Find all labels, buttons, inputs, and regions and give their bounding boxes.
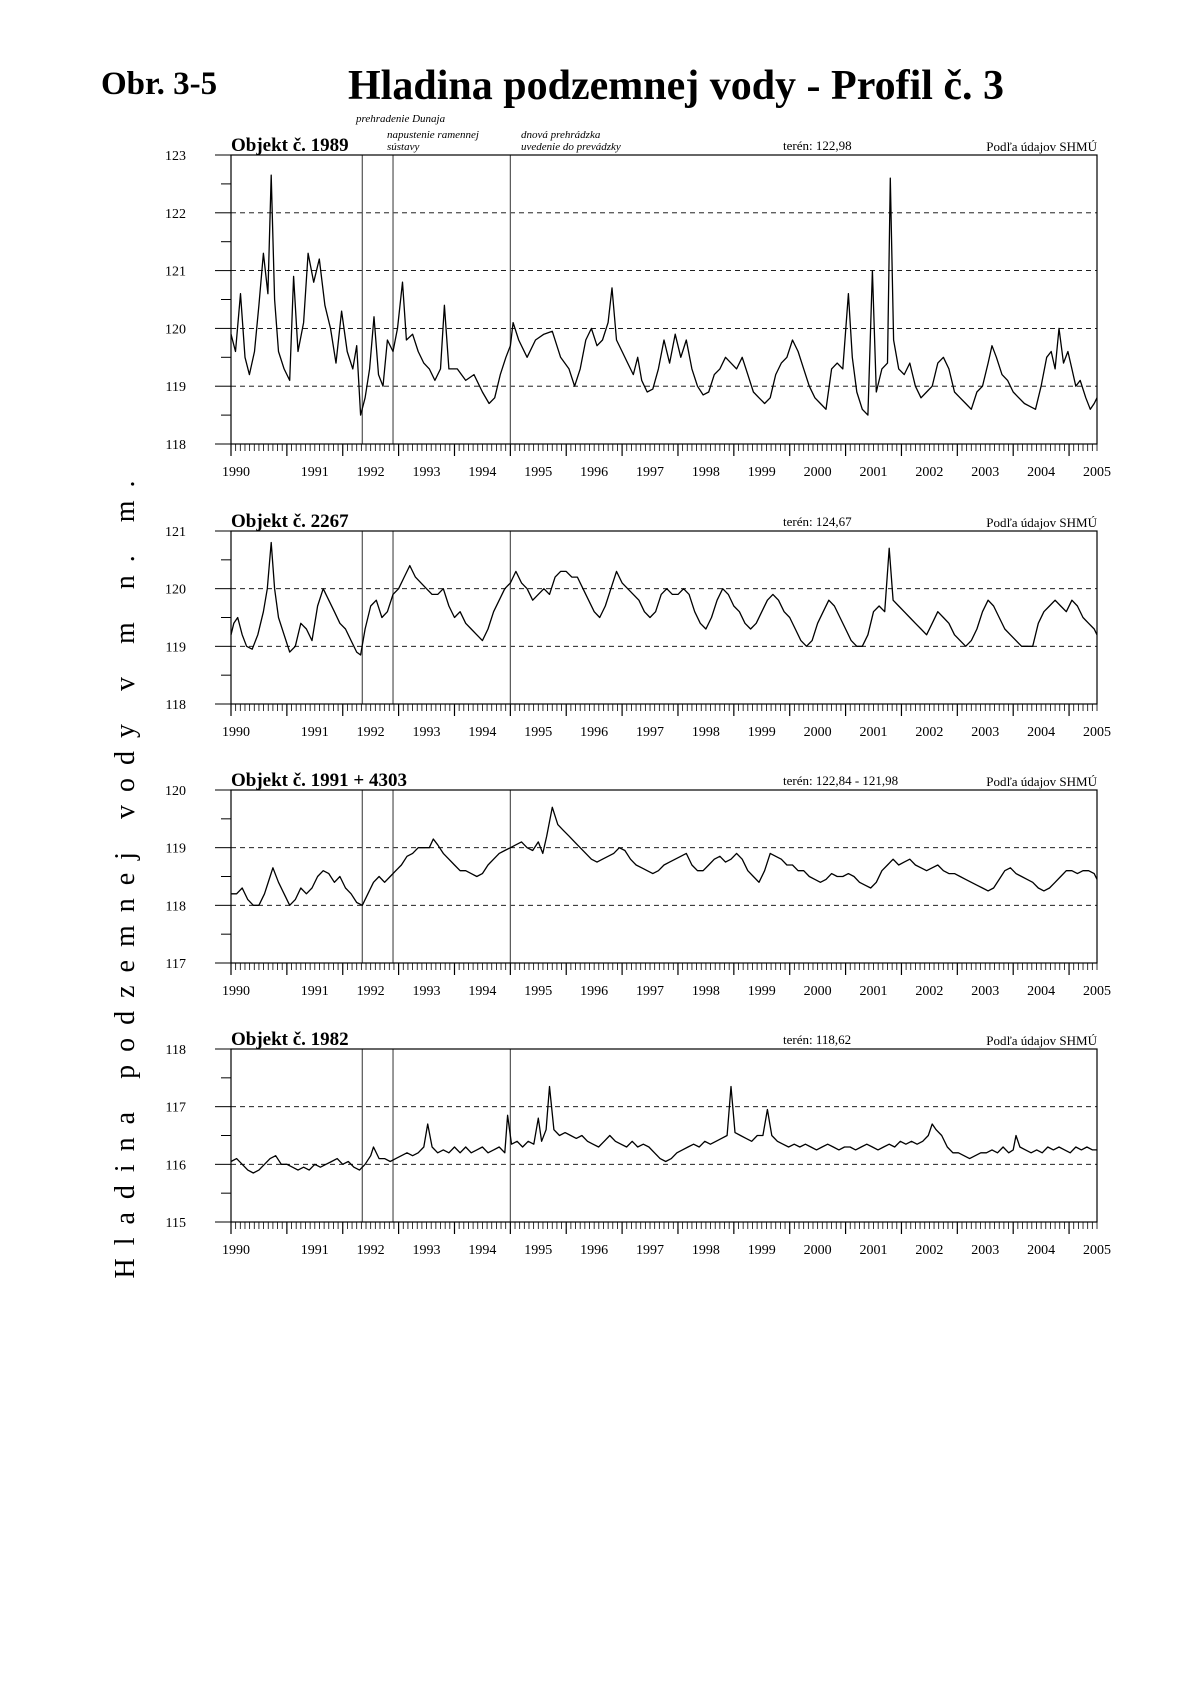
- x-tick-label: 1994: [468, 725, 497, 740]
- x-tick-label: 1994: [468, 1243, 497, 1258]
- x-tick-label: 2001: [859, 984, 888, 999]
- y-tick-label: 116: [165, 1158, 186, 1174]
- x-tick-label: 1990: [222, 1243, 250, 1258]
- source-label: Podľa údajov SHMÚ: [986, 515, 1097, 530]
- x-tick-label: 1998: [691, 1243, 720, 1258]
- figure-title: Hladina podzemnej vody - Profil č. 3: [348, 63, 1005, 109]
- x-tick-label: 1992: [356, 984, 385, 999]
- y-tick-label: 120: [165, 582, 186, 598]
- x-tick-label: 1993: [412, 725, 441, 740]
- x-tick-label: 1998: [691, 984, 720, 999]
- panel-title: Objekt č. 2267: [231, 511, 349, 532]
- figure-number: Obr. 3-5: [101, 66, 218, 102]
- x-tick-label: 2000: [803, 1243, 832, 1258]
- x-tick-label: 2002: [915, 465, 944, 480]
- plot-frame: [231, 155, 1097, 444]
- x-tick-label: 2000: [803, 984, 832, 999]
- x-tick-label: 1996: [580, 465, 609, 480]
- x-tick-label: 2002: [915, 1243, 944, 1258]
- x-tick-label: 1997: [636, 465, 665, 480]
- x-tick-label: 1995: [524, 725, 553, 740]
- plot-frame: [231, 531, 1097, 704]
- plot-frame: [231, 1049, 1097, 1222]
- x-tick-label: 1995: [524, 984, 553, 999]
- x-tick-label: 1994: [468, 984, 497, 999]
- y-tick-label: 120: [165, 784, 186, 799]
- y-tick-label: 123: [165, 149, 186, 164]
- source-label: Podľa údajov SHMÚ: [986, 1033, 1097, 1048]
- x-tick-label: 1998: [691, 465, 720, 480]
- panel-title: Objekt č. 1982: [231, 1029, 349, 1050]
- x-tick-label: 1993: [412, 465, 441, 480]
- event-annotation: napustenie ramennej: [387, 129, 479, 141]
- y-tick-label: 119: [165, 640, 186, 656]
- x-tick-label: 1990: [222, 465, 250, 480]
- y-tick-label: 121: [165, 525, 186, 540]
- x-tick-label: 2005: [1083, 1243, 1111, 1258]
- terrain-label: terén: 118,62: [783, 1032, 852, 1047]
- x-tick-label: 2005: [1083, 465, 1111, 480]
- y-tick-label: 117: [165, 1100, 186, 1116]
- y-tick-label: 119: [165, 841, 186, 857]
- x-tick-label: 2001: [859, 725, 888, 740]
- x-tick-label: 1994: [468, 465, 497, 480]
- x-tick-label: 2005: [1083, 984, 1111, 999]
- data-series-line: [231, 807, 1097, 905]
- x-tick-label: 1997: [636, 984, 665, 999]
- x-tick-label: 2005: [1083, 725, 1111, 740]
- panel-title: Objekt č. 1991 + 4303: [231, 770, 408, 791]
- x-tick-label: 1995: [524, 465, 553, 480]
- x-tick-label: 2002: [915, 725, 944, 740]
- x-tick-label: 1997: [636, 725, 665, 740]
- y-tick-label: 118: [165, 899, 186, 915]
- x-tick-label: 2000: [803, 725, 832, 740]
- x-tick-label: 2000: [803, 465, 832, 480]
- event-annotation: uvedenie do prevádzky: [521, 141, 621, 153]
- x-tick-label: 1999: [747, 465, 776, 480]
- plot-frame: [231, 790, 1097, 963]
- y-tick-label: 118: [165, 438, 186, 453]
- x-tick-label: 2004: [1027, 465, 1056, 480]
- x-tick-label: 2001: [859, 465, 888, 480]
- x-tick-label: 2003: [971, 465, 1000, 480]
- x-tick-label: 1990: [222, 725, 250, 740]
- terrain-label: terén: 124,67: [783, 514, 852, 529]
- x-tick-label: 1991: [300, 465, 329, 480]
- y-tick-label: 121: [165, 264, 186, 280]
- x-tick-label: 1996: [580, 984, 609, 999]
- data-series-line: [231, 1087, 1097, 1174]
- y-tick-label: 117: [165, 957, 186, 972]
- event-annotation: dnová prehrádzka: [521, 129, 601, 141]
- x-tick-label: 1991: [300, 984, 329, 999]
- x-tick-label: 1991: [300, 725, 329, 740]
- y-tick-label: 122: [165, 206, 186, 222]
- x-tick-label: 2003: [971, 725, 1000, 740]
- x-tick-label: 1993: [412, 984, 441, 999]
- x-tick-label: 2004: [1027, 1243, 1056, 1258]
- source-label: Podľa údajov SHMÚ: [986, 139, 1097, 154]
- x-tick-label: 1993: [412, 1243, 441, 1258]
- x-tick-label: 2004: [1027, 984, 1056, 999]
- x-tick-label: 1992: [356, 465, 385, 480]
- data-series-line: [231, 175, 1097, 415]
- x-tick-label: 1996: [580, 1243, 609, 1258]
- panel-title: Objekt č. 1989: [231, 135, 349, 156]
- terrain-label: terén: 122,84 - 121,98: [783, 773, 899, 788]
- x-tick-label: 1990: [222, 984, 250, 999]
- x-tick-label: 2001: [859, 1243, 888, 1258]
- x-tick-label: 2004: [1027, 725, 1056, 740]
- x-tick-label: 1992: [356, 725, 385, 740]
- x-tick-label: 2003: [971, 1243, 1000, 1258]
- x-tick-label: 1999: [747, 984, 776, 999]
- y-tick-label: 115: [165, 1216, 186, 1231]
- source-label: Podľa údajov SHMÚ: [986, 774, 1097, 789]
- x-tick-label: 2002: [915, 984, 944, 999]
- x-tick-label: 2003: [971, 984, 1000, 999]
- x-tick-label: 1998: [691, 725, 720, 740]
- y-axis-title: Hladina podzemnej vody v m n. m.: [110, 467, 141, 1279]
- x-tick-label: 1996: [580, 725, 609, 740]
- y-tick-label: 118: [165, 1043, 186, 1058]
- y-tick-label: 119: [165, 380, 186, 396]
- x-tick-label: 1995: [524, 1243, 553, 1258]
- x-tick-label: 1991: [300, 1243, 329, 1258]
- x-tick-label: 1999: [747, 725, 776, 740]
- terrain-label: terén: 122,98: [783, 138, 852, 153]
- x-tick-label: 1997: [636, 1243, 665, 1258]
- data-series-line: [231, 543, 1097, 656]
- x-tick-label: 1999: [747, 1243, 776, 1258]
- x-tick-label: 1992: [356, 1243, 385, 1258]
- event-annotation: sústavy: [387, 141, 420, 153]
- y-tick-label: 118: [165, 698, 186, 713]
- y-tick-label: 120: [165, 322, 186, 338]
- event-annotation: prehradenie Dunaja: [356, 113, 446, 125]
